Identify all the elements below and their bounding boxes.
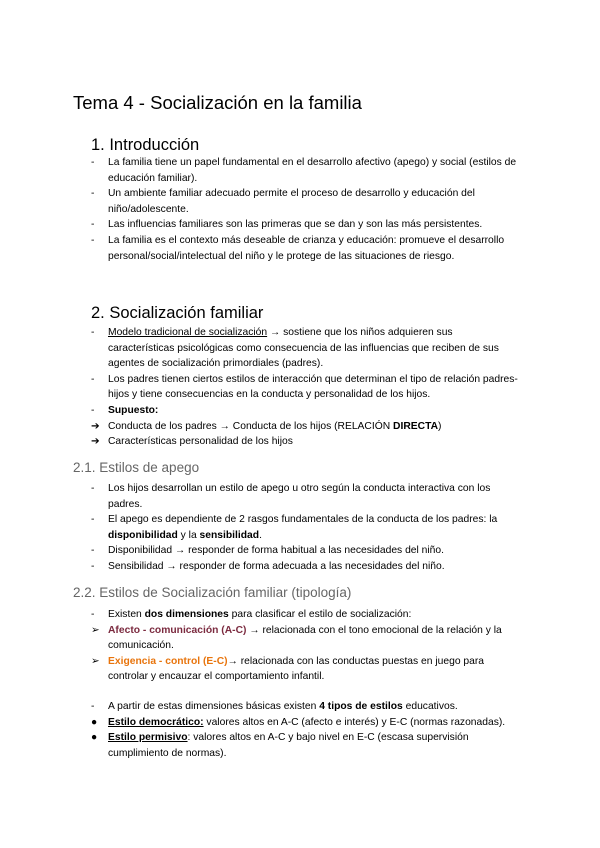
item-text: Los padres tienen ciertos estilos de interacción que determinan el tipo de relación padres-hijos y tiene consecuencias en la conducta y personalidad de los hijos. [108,373,518,401]
item-text: → relacionada con el tono emocional de la relación y la comunicación. [108,624,502,652]
section-2-1-heading: 2.1. Estilos de apego [73,460,200,475]
bullet-dash-icon: - [91,545,95,557]
list-item [91,654,521,685]
list-item [91,419,521,435]
list-item [91,186,521,217]
afecto-label: Afecto - comunicación (A-C) [108,624,247,636]
item-text: para clasificar el estilo de socialización: [228,609,412,620]
bullet-dash-icon: - [91,327,95,338]
arrowhead-bullet-icon: ➢ [91,655,100,667]
document-title: Tema 4 - Socialización en la familia [73,92,362,113]
item-text: → relacionada con las conductas puestas en juego para controlar y encauzar el comportamiento infantil. [108,655,485,683]
model-term: Modelo tradicional de socialización [108,327,268,338]
item-text: La familia tiene un papel fundamental en el desarrollo afectivo (apego) y social (estilos de educación familiar). [108,157,517,184]
item-text: Existen [108,609,145,620]
item-text: El apego es dependiente de 2 rasgos fundamentales de la conducta de los padres: la [108,514,498,526]
item-text: → sostiene que los niños adquieren sus características psicológicas como consecuencia de las influencias que reciben de sus agentes de socialización primordiales (padres). [108,327,499,370]
item-text: . [259,529,262,541]
bullet-dash-icon: - [91,373,95,385]
bullet-dash-icon: - [91,234,95,246]
bullet-dash-icon: - [91,514,95,526]
list-item [91,715,521,731]
item-text: Un ambiente familiar adecuado permite el proceso de desarrollo y educación del niño/adolescente. [108,188,475,215]
item-text: ) [438,420,442,432]
bullet-dash-icon: - [91,700,95,712]
list-item [91,155,521,186]
list-item [91,730,521,761]
item-text: Los hijos desarrollan un estilo de apego u otro según la conducta interactiva con los padres. [108,483,491,510]
section-2-1-list [91,481,521,575]
item-text: educativos. [402,700,458,712]
section-2-list [91,325,521,450]
list-item [91,543,521,559]
arrow-bullet-icon: ➔ [91,420,100,432]
list-item [91,607,521,623]
section-2-2-list [91,607,521,761]
bullet-dash-icon: - [91,157,95,168]
item-text: Estilo democrático: [108,716,204,728]
list-item [91,481,521,512]
section-2-heading: 2. Socialización familiar [91,304,264,322]
bullet-dash-icon: - [91,219,95,231]
item-text: sensibilidad [199,529,260,541]
item-text: : valores altos en A-C y bajo nivel en E-C (escasa supervisión cumplimiento de normas). [108,732,469,759]
item-text: Sensibilidad → responder de forma adecuada a las necesidades del niño. [108,560,445,572]
arrowhead-bullet-icon: ➢ [91,624,100,636]
bullet-dash-icon: - [91,404,95,416]
arrow-bullet-icon: ➔ [91,436,100,448]
list-item [91,372,521,403]
list-item [91,559,521,575]
item-text: Disponibilidad → responder de forma habitual a las necesidades del niño. [108,545,445,557]
item-text: A partir de estas dimensiones básicas existen [108,700,320,712]
item-text: La familia es el contexto más deseable de crianza y educación: promueve el desarrollo personal/social/intelectual del niño y le protege de las situaciones de riesgo. [108,234,505,262]
section-1-heading: 1. Introducción [91,136,200,154]
item-text: disponibilidad [108,529,178,541]
section-2-2-heading: 2.2. Estilos de Socialización familiar (tipología) [73,585,352,600]
list-item [91,512,521,543]
item-text: Características personalidad de los hijos [108,436,293,448]
list-item [91,699,521,715]
item-text: Supuesto: [108,404,159,416]
list-item [91,434,521,450]
item-text: Estilo permisivo [108,732,188,744]
list-item [91,233,521,264]
list-item [91,403,521,419]
bullet-dot-icon: ● [91,732,98,744]
bullet-dash-icon: - [91,560,95,572]
bullet-dash-icon: - [91,609,95,620]
item-text: Las influencias familiares son las primeras que se dan y son las más persistentes. [108,219,483,231]
item-text: 4 tipos de estilos [319,700,403,712]
bullet-dot-icon: ● [91,716,98,728]
item-text: y la [177,529,200,541]
bullet-dash-icon: - [91,188,95,200]
item-text: DIRECTA [393,420,439,432]
item-text: valores altos en A-C (afecto e interés) y E-C (normas razonadas). [203,716,506,728]
section-1-list [91,155,521,264]
list-item [91,623,521,654]
list-item [91,325,521,372]
exigencia-label: Exigencia - control (E-C) [108,655,228,667]
item-text: dos dimensiones [144,609,229,620]
item-text: Conducta de los padres → Conducta de los hijos (RELACIÓN [108,420,394,432]
bullet-dash-icon: - [91,483,95,494]
list-item [91,217,521,233]
